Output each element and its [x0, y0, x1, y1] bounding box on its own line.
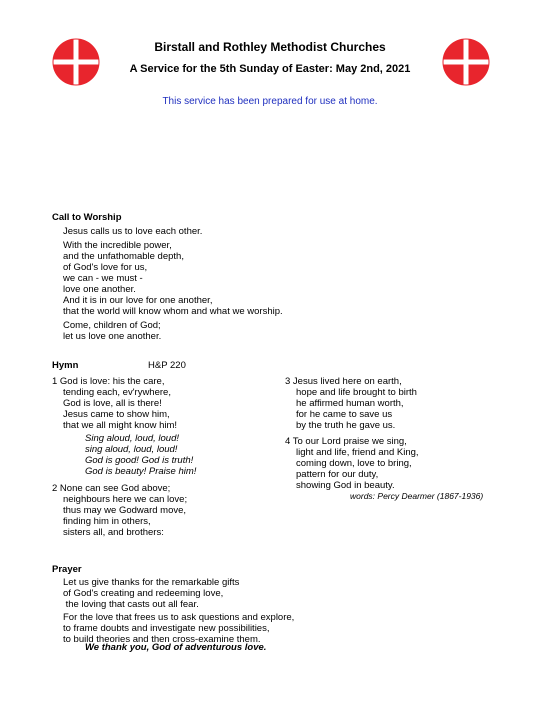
ctw-paragraph-3 [63, 295, 283, 317]
text-line: he affirmed human worth, [296, 398, 404, 409]
text-line: the loving that casts out all fear. [63, 599, 199, 610]
text-line: 2 None can see God above; [52, 483, 171, 494]
prayer-response: We thank you, God of adventurous love. [85, 642, 267, 653]
home-use-note: This service has been prepared for use at home. [162, 96, 378, 107]
ctw-paragraph-2 [63, 240, 184, 295]
hymn-heading: Hymn [52, 360, 79, 371]
text-line: 4 To our Lord praise we sing, [285, 436, 407, 447]
text-line: of God's love for us, [63, 262, 148, 273]
text-line: God is good! God is truth! [85, 455, 194, 466]
text-line: and the unfathomable depth, [63, 251, 184, 262]
ctw-paragraph-4 [63, 320, 161, 342]
text-line: that we all might know him! [63, 420, 178, 431]
text-line: sing aloud, loud, loud! [85, 444, 178, 455]
text-line: to build theories and then cross-examine them. [63, 634, 261, 645]
text-line: And it is in our love for one another, [63, 295, 213, 306]
text-line: thus may we Godward move, [63, 505, 187, 516]
prayer-heading: Prayer [52, 564, 82, 575]
page-subtitle: A Service for the 5th Sunday of Easter: May 2nd, 2021 [129, 63, 411, 75]
hymn-verse-2 [52, 483, 187, 538]
text-line: Sing aloud, loud, loud! [85, 433, 180, 444]
text-line: Come, children of God; [63, 320, 161, 331]
text-line: neighbours here we can love; [63, 494, 188, 505]
hymn-verse-1 [52, 376, 177, 431]
text-line: finding him in others, [63, 516, 151, 527]
text-line: light and life, friend and King, [296, 447, 419, 458]
text-line: 3 Jesus lived here on earth, [285, 376, 402, 387]
hymn-credit: words: Percy Dearmer (1867-1936) [350, 491, 484, 501]
text-line: for he came to save us [296, 409, 393, 420]
text-line: For the love that frees us to ask questions and explore, [63, 612, 295, 623]
prayer-paragraph-1 [63, 577, 239, 610]
text-line: pattern for our duty, [296, 469, 379, 480]
text-line: hope and life brought to birth [296, 387, 417, 398]
text-line: Jesus came to show him, [63, 409, 170, 420]
hymn-verse-4 [285, 436, 419, 491]
ctw-paragraph-1 [63, 226, 202, 237]
text-line: sisters all, and brothers: [63, 527, 164, 538]
text-line: 1 God is love: his the care, [52, 376, 165, 387]
text-line: to frame doubts and investigate new possibilities, [63, 623, 270, 634]
text-line: of God's creating and redeeming love, [63, 588, 224, 599]
text-line: let us love one another. [63, 331, 162, 342]
text-line: tending each, ev'rywhere, [63, 387, 171, 398]
text-line: we can - we must - [63, 273, 143, 284]
hymn-reference: H&P 220 [148, 360, 186, 371]
text-line: Jesus calls us to love each other. [63, 226, 203, 237]
text-line: by the truth he gave us. [296, 420, 396, 431]
text-line: With the incredible power, [63, 240, 172, 251]
text-line: God is beauty! Praise him! [85, 466, 197, 477]
text-line: showing God in beauty. [296, 480, 395, 491]
text-line: love one another. [63, 284, 136, 295]
page-title: Birstall and Rothley Methodist Churches [154, 40, 386, 54]
hymn-chorus [85, 433, 196, 477]
hymn-verse-3 [285, 376, 417, 431]
text-line: Let us give thanks for the remarkable gifts [63, 577, 240, 588]
text-line: God is love, all is there! [63, 398, 162, 409]
call-to-worship-heading: Call to Worship [52, 212, 122, 223]
prayer-paragraph-2 [63, 612, 294, 645]
text-line: that the world will know whom and what we worship. [63, 306, 283, 317]
text-line: coming down, love to bring, [296, 458, 412, 469]
